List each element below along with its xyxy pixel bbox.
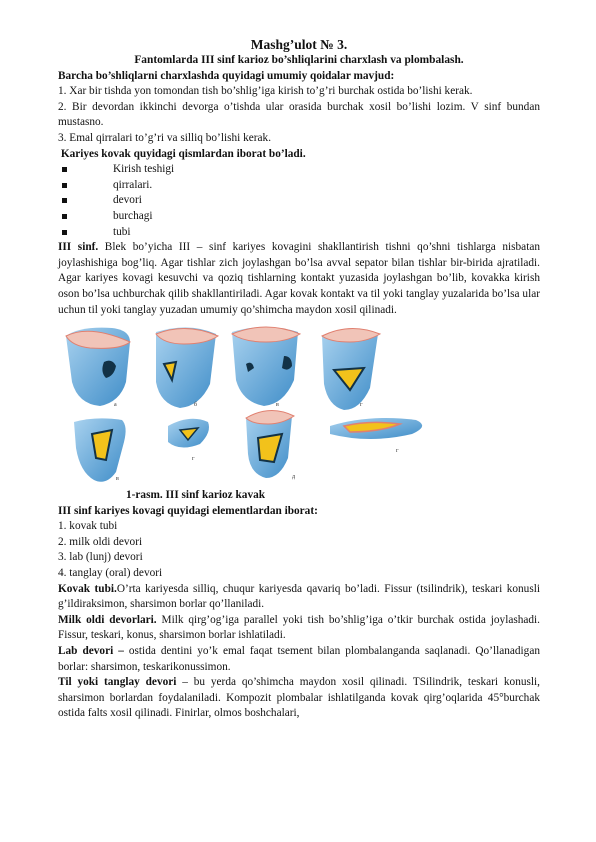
figure-label: д <box>292 474 296 481</box>
figure-label: в <box>116 476 119 483</box>
paragraph-lead: Lab devori – <box>58 645 124 658</box>
paragraph-milk-oldi <box>58 613 540 644</box>
figure-label: г <box>396 448 399 455</box>
list-item: Kirish teshigi <box>58 162 540 178</box>
class3-paragraph <box>58 240 540 318</box>
rule-1: 1. Xar bir tishda yon tomondan tish bo’shlig’iga kirish to’g’ri burchak ostida bo’lishi kerak. <box>58 85 473 98</box>
list-item: 1. kovak tubi <box>58 520 118 533</box>
tooth-d <box>322 329 380 411</box>
list-item: 3. lab (lunj) devori <box>58 551 143 564</box>
parts-list <box>58 162 540 240</box>
list-item: qirralari. <box>58 178 540 194</box>
paragraph-lead: Milk oldi devorlari. <box>58 613 157 626</box>
tooth-e <box>74 418 126 481</box>
class3-text: Blek bo’yicha III – sinf kariyes kovagini shakllantirish tishni qo’shni tishlarga nisbatan joylashishiga bog’liq. Agar tishlar zich joylashgan bo’lsa avval sepator bilan tishlar bir-birida ajratiladi. Agar kariyes kovagi kesuvchi va qoziq tishlarning kontakt yuzasida joylashgan bo’lib, kovakka kirish oson bo’lsa uchburchak qilib shakllantiriladi. Agar kovak kontakt va til yoki tanglay yuzalarida bo’lsa ular uchun til yoki tanglay yuzadan umumiy qo’shimcha maydon xosil qilinadi. <box>58 241 540 316</box>
figure-label: в <box>276 402 279 409</box>
tooth-g <box>246 411 294 479</box>
class3-lead: III sinf. <box>58 241 99 254</box>
paragraph-til-devori <box>58 675 540 722</box>
list-item: devori <box>58 193 540 209</box>
paragraph-text: – bu yerda qo’shimcha maydon xosil qilinadi. TSilindrik, teskari konusli, sharsimon borlardan foydalaniladi. Kompozit plombalar ishlatilganda kovak qirg’oqlarida 45°burchak ostida falts xosil qilinadi. Finirlar, olmos boshchalari, <box>58 676 540 720</box>
elements-list <box>58 519 540 581</box>
paragraph-text: O’rta kariyesda silliq, chuqur kariyesda qavariq bo’ladi. Fissur (tsilindrik), teskari konusli g’ildiraksimon, sharsimon borlar qo’llaniladi. <box>58 582 540 611</box>
tooth-h <box>330 418 422 439</box>
figure-label: г <box>360 402 363 409</box>
page-subtitle: Fantomlarda III sinf karioz bo’shliqlarini charxlash va plombalash. <box>134 54 464 66</box>
figure-label: a <box>114 402 117 409</box>
rules-heading: Barcha bo’shliqlarni charxlashda quyidagi umumiy qoidalar mavjud: <box>58 69 395 82</box>
tooth-f <box>168 419 209 448</box>
rule-3: 3. Emal qirralari to’g’ri va silliq bo’lishi kerak. <box>58 131 272 144</box>
document-page <box>58 36 540 722</box>
figure-caption: 1-rasm. III sinf karioz kavak <box>126 489 266 502</box>
list-item: 2. milk oldi devori <box>58 535 143 548</box>
paragraph-text: Milk qirg’og’iga parallel yoki tish bo’shlig’iga o’tkir burchak ostida joylashadi. Fissur, teskari, konus, sharsimon borlar ishlatiladi. <box>58 613 541 642</box>
parts-heading: Kariyes kovak quyidagi qismlardan iborat bo’ladi. <box>58 147 306 160</box>
list-item: tubi <box>58 225 540 241</box>
tooth-illustration <box>60 322 460 490</box>
paragraph-lab-devori <box>58 644 540 675</box>
paragraph-kovak-tubi <box>58 582 540 613</box>
figure-label: б <box>194 402 198 409</box>
rule-2: 2. Bir devordan ikkinchi devorga o’tishda ular orasida burchak xosil bo’lishi lozim. V sinf bundan mustasno. <box>58 100 540 129</box>
tooth-c <box>232 327 300 409</box>
paragraph-text: ostida dentini yo’k emal faqat tsement bilan plombalanganda saqlanadi. Qo’llanadigan borlar: sharsimon, teskarikonussimon. <box>58 645 540 673</box>
list-item: 4. tanglay (oral) devori <box>58 567 163 580</box>
tooth-b <box>156 328 218 409</box>
paragraph-lead: Til yoki tanglay devori <box>58 676 177 689</box>
figure-label: г <box>192 456 195 463</box>
tooth-a <box>66 328 130 409</box>
tooth-figure <box>60 322 460 490</box>
page-title: Mashg’ulot № 3. <box>250 37 348 52</box>
paragraph-lead: Kovak tubi. <box>58 582 117 595</box>
elements-heading: III sinf kariyes kovagi quyidagi elementlardan iborat: <box>58 504 318 517</box>
list-item: burchagi <box>58 209 540 225</box>
